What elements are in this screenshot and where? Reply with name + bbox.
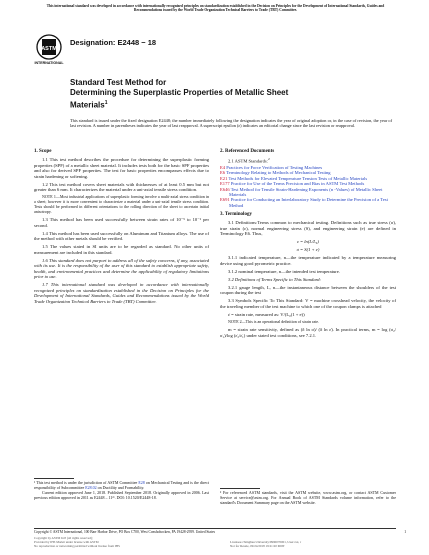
title-line-1: Standard Test Method for xyxy=(70,78,167,87)
footer-license-left xyxy=(34,537,194,548)
reference-title-link[interactable]: Test Method for Tensile Strain-Hardening Exponents (n -Values) of Metallic Sheet Materials xyxy=(229,186,383,198)
footnote-2: ² For referenced ASTM standards, visit the ASTM website, www.astm.org, or contact ASTM Customer Service at service@astm.org. For Annual Book of ASTM Standards volume information, refer to the standard's Document Summary page on the ASTM website. xyxy=(220,490,396,505)
left-column xyxy=(34,145,209,307)
footnote-rule-left xyxy=(34,478,74,479)
link-e28[interactable]: E28 xyxy=(138,480,145,485)
para-3-2: 3.2 Definitions of Terms Specific to This Standard: xyxy=(228,276,322,282)
reference-code-link[interactable]: E6 xyxy=(220,170,226,176)
footnote-1 xyxy=(34,481,209,501)
footer-license-right xyxy=(230,541,400,549)
note-2: NOTE 2—This is an operational definition of strain rate. xyxy=(228,318,319,324)
reference-item xyxy=(220,187,396,198)
ref-intro-footnote-mark: 2 xyxy=(267,157,270,161)
para-3-3-m: m = strain rate sensitivity, defined as (δ ln σ)/ (δ ln ε̇). In practical terms, m = log (σ₂/σ₁)/log (ε̇₂/ε̇₁) under stated test conditions, see 7.2.1. xyxy=(220,327,396,338)
para-1-2: 1.2 This test method covers sheet materials with thicknesses of at least 0.5 mm but not greater than 6 mm. It characterizes the material under a uni-axial tensile stress condition. xyxy=(34,181,209,192)
reference-title-link[interactable]: Terminology Relating to Methods of Mechanical Testing xyxy=(226,170,331,176)
note-1: NOTE 1—Most industrial applications of superplastic forming involve a multi-axial stress condition in a sheet; however it is more convenient to characterize a material under a uni-axial tensile stress condition. Tests should be performed in different orientations to the rolling direction of the sheet to ascertain initial anisotropy. xyxy=(34,194,209,214)
reference-code-link[interactable]: E4 xyxy=(220,165,226,171)
para-3-3: 3.3 Symbols Specific To This Standard: V = machine crosshead velocity, the velocity of the traveling member of the test machine to which one of the coupon clamps is attached xyxy=(220,298,396,309)
reference-code-link[interactable]: E646 xyxy=(220,186,230,192)
reference-title-link[interactable]: Practices for Force Verification of Testing Machines xyxy=(226,165,323,171)
section-1-heading: 1. Scope xyxy=(34,149,52,154)
footnote-1-edition: Current edition approved June 1, 2018. Published September 2018. Originally approved in 2006. Last previous edition approved in 2011 as E2448 – 11ᵉ¹. DOI: 10.1520/E2448-18. xyxy=(34,489,209,500)
section-3-heading: 3. Terminology xyxy=(220,212,252,218)
footer-rule xyxy=(34,528,396,529)
preamble: This standard is issued under the fixed designation E2448; the number immediately following the designation indicates the year of original adoption or, in the case of revision, the year of last revision. A number in parentheses indicates the year of last reapproval. A superscript epsilon (ε) indicates an editorial change since the last revision or reapproval. xyxy=(70,118,392,129)
logo-caption: INTERNATIONAL xyxy=(34,61,64,65)
footnote-1-text-c: on Ductility and Formability. xyxy=(96,484,145,490)
footnote-1-text-b: on Mechanical Testing and is the direct responsibility of Subcommittee xyxy=(34,480,209,490)
license-line-3: No reproduction or networking permitted without license from IHS xyxy=(34,543,120,548)
reference-code-link[interactable]: E691 xyxy=(220,197,230,203)
para-3-1-2: 3.1.2 nominal temperature, n—the intended test temperature. xyxy=(228,268,340,274)
license-line-4: Licensee=Tsinghua University/9990070001, User=xx, r xyxy=(230,540,302,544)
ref-intro: 2.1 ASTM Standards: xyxy=(228,158,268,164)
svg-text:ASTM: ASTM xyxy=(41,46,57,52)
equation-2: σ = S(1 + e) xyxy=(296,247,320,253)
link-e28-02[interactable]: E28.02 xyxy=(85,484,97,490)
reference-title-link[interactable]: Practice for Conducting an Interlaboratory Study to Determine the Precision of a Test Method xyxy=(229,197,388,208)
footer-copyright: Copyright © ASTM International, 100 Barr Harbor Drive, PO Box C700, West Conshohocken, PA 19428-2959. United States xyxy=(34,530,216,534)
para-1-7: 1.7 This international standard was developed in accordance with internationally recognized principles on standardization established in the Decision on Principles for the Development of International Standards, Guides and Recommendations issued by the World Trade Organization Technical Barriers to Trade (TBT) Committee. xyxy=(34,282,209,304)
title-line-2: Determining the Superplastic Properties of Metallic Sheet xyxy=(70,88,289,97)
license-line-5: Not for Resale, 09/24/2018 19:21:20 MDT xyxy=(230,543,285,548)
title-footnote-mark: 1 xyxy=(104,100,108,106)
para-1-1: 1.1 This test method describes the procedure for determining the superplastic forming properties (SPF) of a metallic sheet material. It includes tests both for the basic SPF properties and also for derived SPF properties. The test for basic properties encompasses effects due to strain hardening or softening. xyxy=(34,157,209,179)
reference-list xyxy=(220,165,396,208)
astm-logo-icon xyxy=(34,33,64,71)
para-1-4: 1.4 This method has been used successfully on Aluminum and Titanium alloys. The use of the method with other metals should be verified. xyxy=(34,230,209,242)
para-1-5: 1.5 The values stated in SI units are to be regarded as standard. No other units of measurement are included in this standard. xyxy=(34,244,209,255)
para-1-6: 1.6 This standard does not purport to address all of the safety concerns, if any, associated with its use. It is the responsibility of the user of this standard to establish appropriate safety, health, and environmental practices and determine the applicability of regulatory limitations prior to use. xyxy=(34,257,209,280)
license-line-2: Provided by IHS Markit under license with ASTM xyxy=(34,539,99,544)
para-1-3: 1.3 This method has been used successfully between strain rates of 10⁻⁵ to 10⁻¹ per second. xyxy=(34,217,209,228)
section-2-heading: 2. Referenced Documents xyxy=(220,149,275,154)
para-3-1: 3.1 Definitions:Terms common to mechanical testing. Definitions such as true stress (σ), true strain (ε), normal engineering stress (S), and engineering strain (e) are defined in Terminology E6. Thus, xyxy=(220,220,396,237)
equation-1: ε = ln(L/L₀) xyxy=(297,239,319,245)
right-column xyxy=(220,145,396,341)
document-title xyxy=(70,78,400,111)
footnote-rule-right xyxy=(220,488,260,489)
para-3-2-1: 3.2.1 gauge length, L, n—the instantaneous distance between the shoulders of the test coupon during the test xyxy=(220,284,396,296)
license-line-1: Copyright by ASTM Int'l (all rights reserved); xyxy=(34,536,93,540)
footnote-1-text-a: ¹ This test method is under the jurisdiction of ASTM Committee xyxy=(34,480,139,485)
reference-code-link[interactable]: E21 xyxy=(220,175,228,181)
title-line-3: Materials xyxy=(70,100,105,110)
reference-title-link[interactable]: Test Methods for Elevated Temperature Tension Tests of Metallic Materials xyxy=(228,175,368,181)
reference-item xyxy=(220,197,396,208)
para-3-1-1: 3.1.1 indicated temperature, n—the temperature indicated by a temperature measuring device using good pyrometric practice. xyxy=(220,255,396,266)
page-number: 1 xyxy=(404,530,406,534)
header-notice: This international standard was developed in accordance with internationally recognized principles on standardization established in the Decision on Principles for the Development of International Standards, Guides and Recommendations issued by the World Trade Organization Technical Barriers to Trade (TBT) Committee. xyxy=(46,4,385,13)
reference-title-link[interactable]: Practice for Use of the Terms Precision and Bias in ASTM Test Methods xyxy=(230,181,365,187)
astm-logo xyxy=(34,33,64,71)
designation: Designation: E2448 − 18 xyxy=(70,38,157,47)
para-3-3-strain-rate: ε̇ = strain rate, measured as: V/(L₀(1 + e)) xyxy=(228,311,305,317)
reference-code-link[interactable]: E177 xyxy=(220,181,230,187)
